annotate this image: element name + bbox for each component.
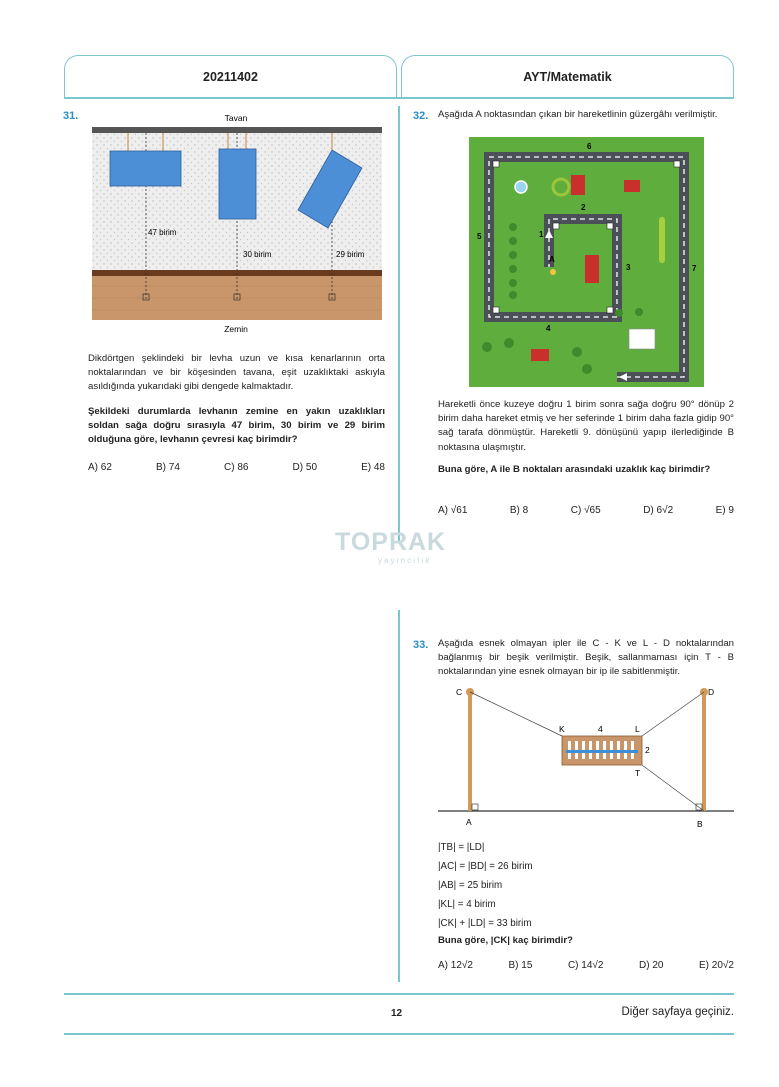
q32-option-d[interactable]: D) 6√2 <box>643 505 674 516</box>
column-divider-bottom <box>398 610 400 982</box>
label-t: T <box>635 768 641 778</box>
header-rule <box>64 97 734 99</box>
q33-figure <box>438 683 734 833</box>
q32-number: 32. <box>413 110 429 122</box>
q33-number: 33. <box>413 639 429 651</box>
q33-option-b[interactable]: B) 15 <box>508 960 533 971</box>
segment-4-label: 4 <box>546 324 551 333</box>
q33-option-e[interactable]: E) 20√2 <box>699 960 734 971</box>
footer-rule-top <box>64 993 734 995</box>
q31-question: Şekildeki durumlarda levhanın zemine en yakın uzaklıkları soldan sağa doğru sırasıyla 47 birim, 30 birim ve 29 birim olduğuna göre, levhanın çevresi kaç birimdir? <box>88 406 385 446</box>
floor-label: Zemin <box>224 324 248 334</box>
segment-6-label: 6 <box>587 142 592 151</box>
q32-option-b[interactable]: B) 8 <box>509 505 529 516</box>
q33-option-c[interactable]: C) 14√2 <box>567 960 604 971</box>
q33-question: Buna göre, |CK| kaç birimdir? <box>438 935 573 946</box>
q32-text: Hareketli önce kuzeye doğru 1 birim sonra sağa doğru 90° dönüp 2 birim daha hareket etmiş ve her seferinde 1 birim daha fazla gidip 90° sağ tarafa dönmüştür. Hareketli 9. dönüşünü yapıp ilerlediğinde B noktasına ulaşmıştır. <box>438 399 734 453</box>
segment-7-label: 7 <box>692 264 697 273</box>
point-a-label: A <box>549 255 555 264</box>
segment-5-label: 5 <box>477 232 482 241</box>
given-2: |AC| = |BD| = 26 birim <box>438 861 533 872</box>
rope-tb <box>642 765 704 811</box>
q32-map <box>469 137 704 387</box>
distance-3: 29 birim <box>336 250 365 259</box>
ceiling-label: Tavan <box>224 113 248 123</box>
exam-code: 20211402 <box>203 69 258 84</box>
plate-2 <box>219 149 256 219</box>
pole-right <box>702 692 706 811</box>
given-1: |TB| = |LD| <box>438 842 485 853</box>
pole-left <box>468 692 472 811</box>
house-icon <box>531 349 549 361</box>
footer-rule-bottom <box>64 1033 734 1035</box>
watermark-logo: TOPRAK <box>335 528 447 556</box>
q32-option-c[interactable]: C) √65 <box>570 505 601 516</box>
subject-title: AYT/Matematik <box>523 69 612 84</box>
segment-2-label: 2 <box>581 203 586 212</box>
point-a-marker <box>550 269 556 275</box>
distance-2: 30 birim <box>243 250 272 259</box>
segment-3-label: 3 <box>626 263 631 272</box>
label-b: B <box>697 819 703 829</box>
q31-text: Dikdörtgen şeklindeki bir levha uzun ve kısa kenarlarının orta noktalarından ve bir köşesinden tavana, eşit uzaklıktaki askıyla asıldığında yukarıdaki gibi dengede kalmaktadır. <box>88 353 385 393</box>
rope-ck <box>470 692 562 736</box>
q31-option-a[interactable]: A) 62 <box>88 462 112 473</box>
house-icon <box>571 175 585 195</box>
label-lt: 2 <box>645 745 650 755</box>
label-c: C <box>456 687 463 697</box>
q31-option-c[interactable]: C) 86 <box>224 462 249 473</box>
house-icon <box>624 180 640 192</box>
q31-figure <box>88 108 384 340</box>
q32-option-a[interactable]: A) √61 <box>438 505 468 516</box>
q33-option-a[interactable]: A) 12√2 <box>438 960 473 971</box>
label-a: A <box>466 817 472 827</box>
given-4: |KL| = 4 birim <box>438 899 496 910</box>
subject-tab <box>401 55 734 97</box>
exam-code-tab <box>64 55 397 97</box>
rope-ld <box>642 692 704 736</box>
q32-question: Buna göre, A ile B noktaları arasındaki uzaklık kaç birimdir? <box>438 464 711 475</box>
q33-options <box>438 960 734 971</box>
q33-option-d[interactable]: D) 20 <box>639 960 664 971</box>
label-k: K <box>559 724 565 734</box>
next-page-note: Diğer sayfaya geçiniz. <box>621 1006 734 1018</box>
sign-icon <box>629 329 655 349</box>
given-3: |AB| = 25 birim <box>438 880 503 891</box>
hedge-icon <box>659 217 665 263</box>
q31-options <box>88 462 385 473</box>
given-5: |CK| + |LD| = 33 birim <box>438 918 532 929</box>
label-d: D <box>708 687 715 697</box>
q32-options <box>438 505 734 516</box>
label-kl: 4 <box>598 724 603 734</box>
page-number: 12 <box>391 1008 403 1019</box>
q32-intro: Aşağıda A noktasından çıkan bir hareketlinin güzergâhı verilmiştir. <box>438 109 718 120</box>
q31-option-d[interactable]: D) 50 <box>292 462 317 473</box>
plate-1 <box>110 151 181 186</box>
house-icon <box>585 255 599 283</box>
pond-icon <box>515 181 527 193</box>
ceiling-bar <box>92 127 382 133</box>
distance-1: 47 birim <box>148 228 177 237</box>
q33-givens <box>438 838 533 933</box>
q33-intro: Aşağıda esnek olmayan ipler ile C - K ve L - D noktalarından bağlanmış bir beşik verilmiştir. Beşik, sallanmaması için T - B noktalarından yine esnek olmayan bir ip ile sabitlenmiştir. <box>438 638 734 678</box>
column-divider-top <box>398 106 400 541</box>
watermark-sub: yayıncılık <box>378 556 432 565</box>
label-l: L <box>635 724 640 734</box>
q31-option-e[interactable]: E) 48 <box>361 462 385 473</box>
segment-1-label: 1 <box>539 230 544 239</box>
q32-option-e[interactable]: E) 9 <box>715 505 734 516</box>
q31-option-b[interactable]: B) 74 <box>156 462 180 473</box>
q31-number: 31. <box>63 110 79 122</box>
